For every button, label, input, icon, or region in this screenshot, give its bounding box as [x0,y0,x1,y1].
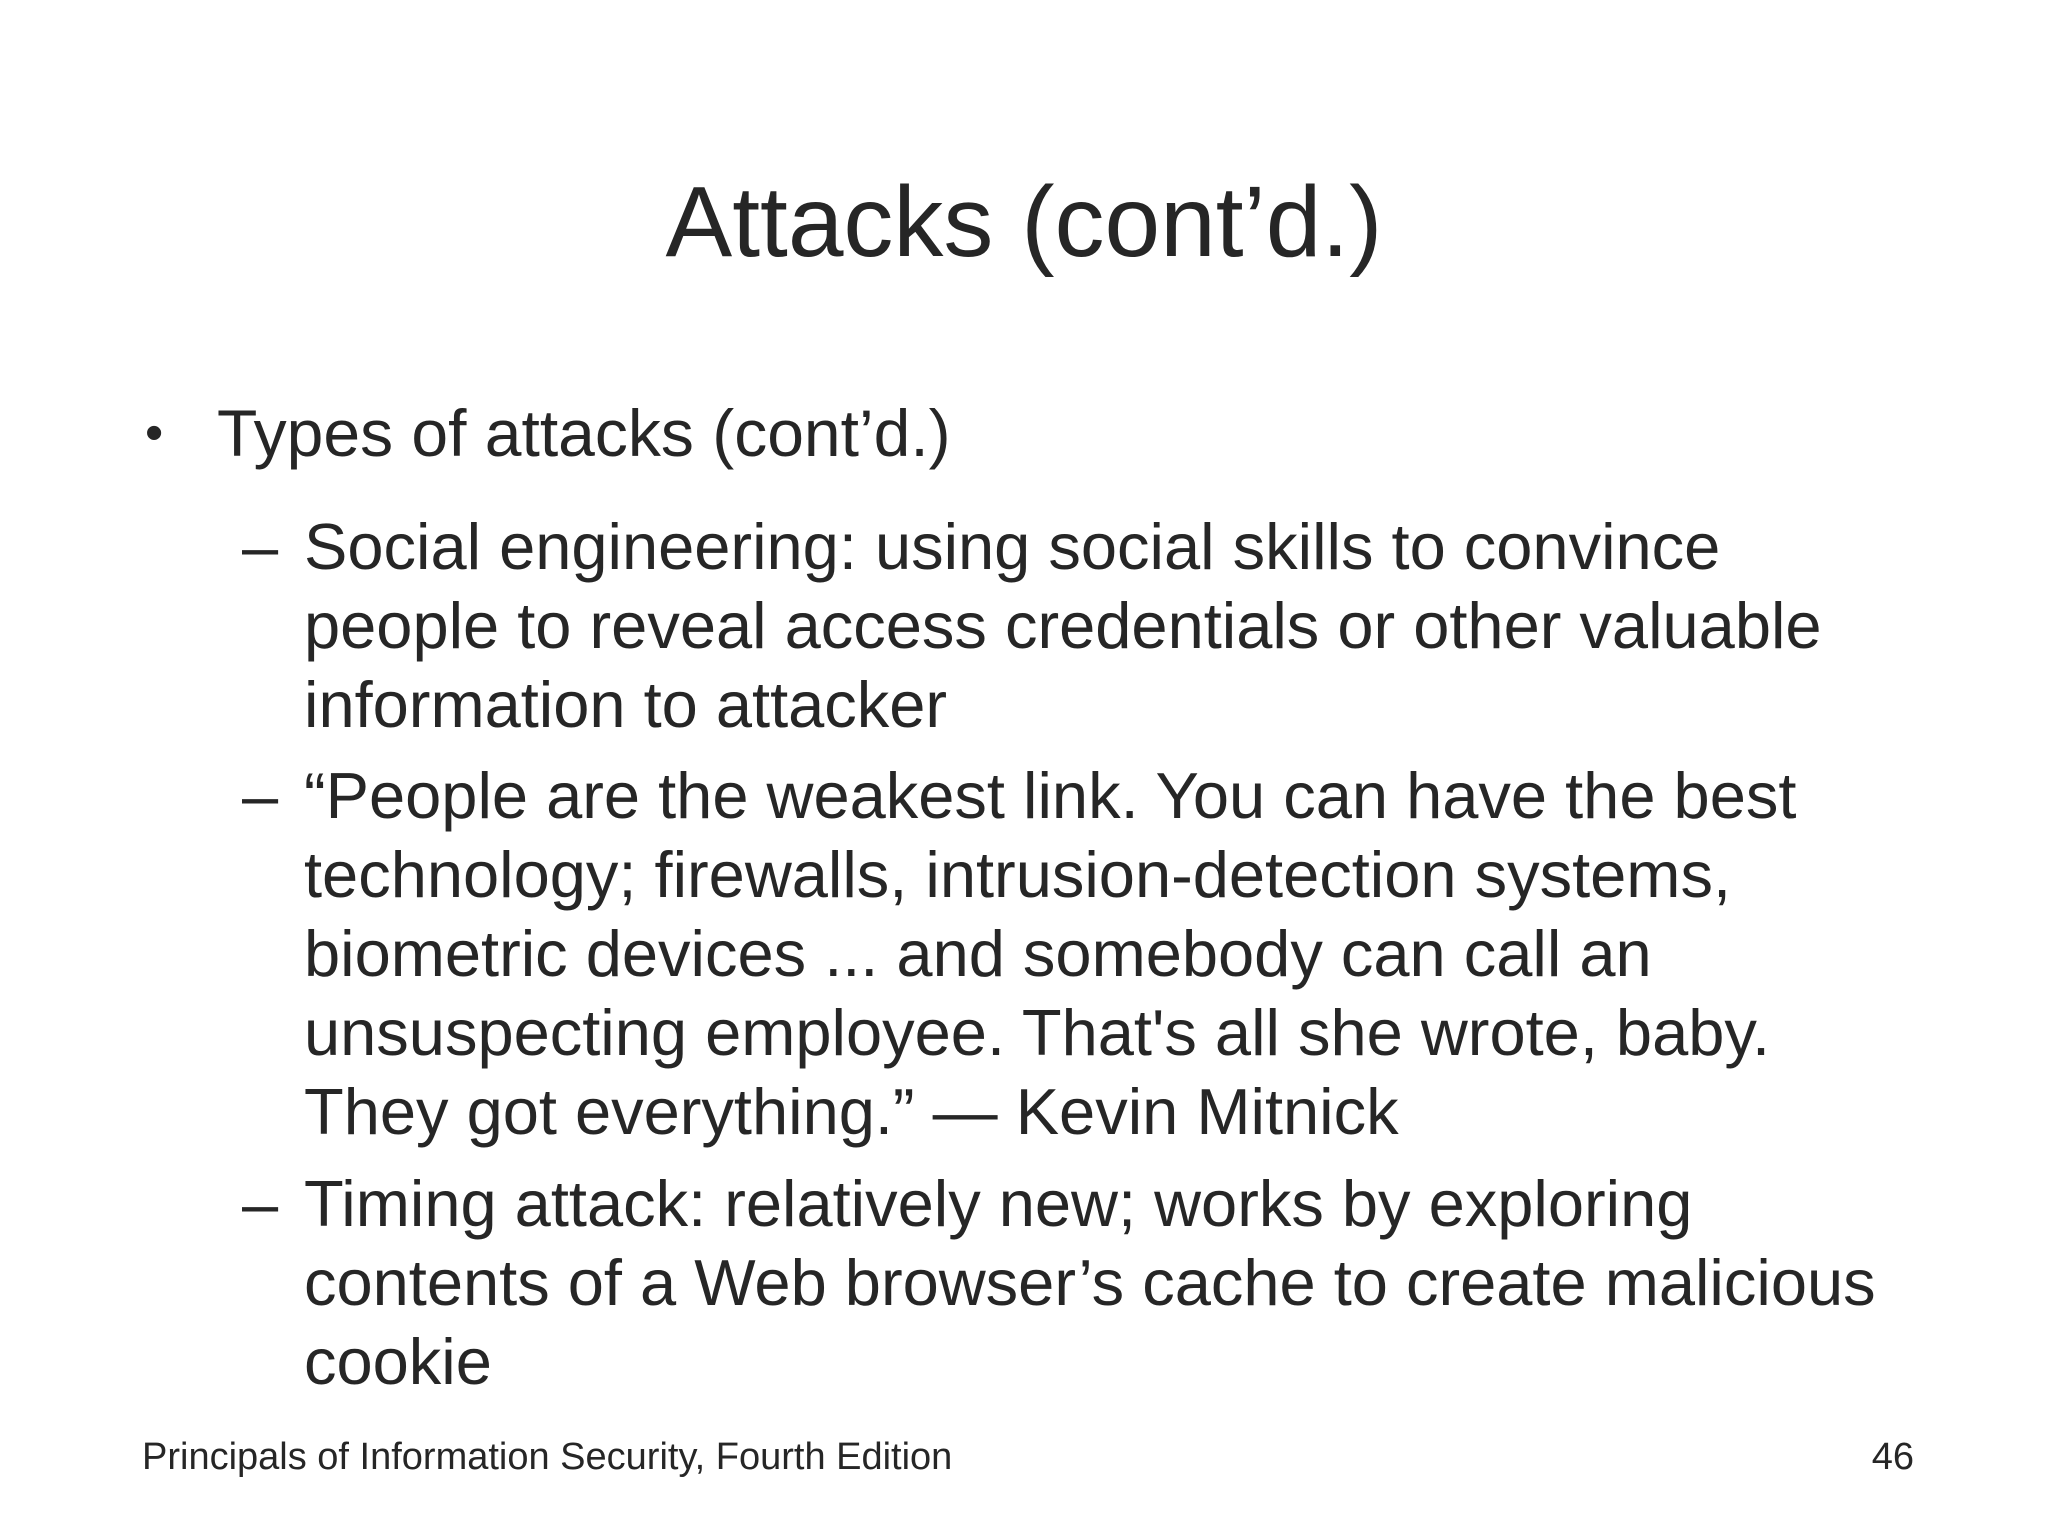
dash-marker: – [242,759,279,832]
text-line: contents of a Web browser’s cache to create malicious [304,1246,1876,1319]
text-line: “People are the weakest link. You can have the best [304,759,1797,832]
sub-item-text [304,756,1796,1151]
bullet-marker: • [145,404,164,462]
bullet-text: Types of attacks (cont’d.) [217,396,951,470]
dash-marker: – [242,510,279,583]
text-line: technology; firewalls, intrusion-detection systems, [304,838,1732,911]
text-line: Social engineering: using social skills to convince [304,510,1721,583]
text-line: biometric devices ... and somebody can call an [304,917,1652,990]
dash-marker: – [242,1167,279,1240]
text-line: unsuspecting employee. That's all she wrote, baby. [304,996,1771,1069]
sub-item-text [304,1164,1876,1401]
text-line: people to reveal access credentials or other valuable [304,589,1822,662]
text-line: information to attacker [304,668,948,741]
text-line: They got everything.” — Kevin Mitnick [304,1075,1399,1148]
page-number: 46 [1871,1436,1914,1478]
text-line: cookie [304,1325,492,1398]
sub-item-text [304,507,1822,744]
footer-book-title: Principals of Information Security, Fourth Edition [142,1436,953,1478]
text-line: Timing attack: relatively new; works by exploring [304,1167,1693,1240]
slide-title: Attacks (cont’d.) [665,166,1383,278]
